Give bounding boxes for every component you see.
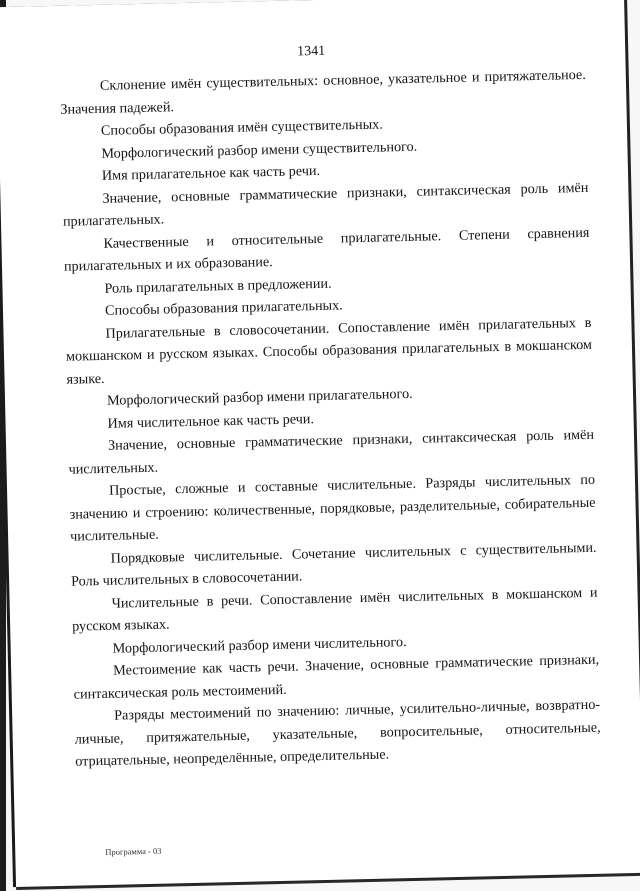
paragraph: Имя прилагательное как часть речи. [101,162,321,184]
paragraph: Числительные в речи. Сопоставление имён числительных в мокшанском и русском языках. [71,584,598,635]
paragraph: Имя числительное как часть речи. [107,410,315,432]
paragraph: Морфологический разбор имени прилагательного. [106,385,413,409]
paragraph: Простые, сложные и составные числительные. Разряды числительных по значению и строению: количественные, порядковые, разделительные, собирательные числительные. [69,471,596,545]
paragraph: Значение, основные грамматические признаки, синтаксическая роль имён прилагательных. [62,179,589,230]
paragraph: Склонение имён существительных: основное, указательное и притяжательное. Значения падежей. [60,66,586,118]
paragraph: Способы образования имён существительных. [100,116,384,139]
paragraph: Роль прилагательных в предложении. [104,275,332,297]
page-footer: Программа - 03 [105,845,162,857]
paragraph: Качественные и относительные прилагательные. Степени сравнения прилагательных и их образование. [63,224,590,275]
paragraph: Способы образования прилагательных. [104,297,343,319]
document-body [60,64,602,773]
page-number: 1341 [297,43,326,60]
paragraph: Значение, основные грамматические признаки, синтаксическая роль имён числительных. [68,426,595,478]
paragraph: Морфологический разбор имени числительного. [112,633,407,657]
paragraph: Прилагательные в словосочетании. Сопоставление имён прилагательных в мокшанском и русском языках. Способы образования прилагательных в мокшанском языке. [65,314,593,388]
paragraph: Разряды местоимений по значению: личные, усилительно-личные, возвратно-личные, притяжательные, указательные, вопросительные, относительные, отрицательные, неопределённые, определительные. [74,696,601,770]
paragraph: Морфологический разбор имени существительного. [101,138,418,162]
paragraph: Порядковые числительные. Сочетание числительных с существительными. Роль числительных в словосочетании. [70,539,597,590]
paragraph: Местоимение как часть речи. Значение, основные грамматические признаки, синтаксическая роль местоимений. [73,651,600,703]
